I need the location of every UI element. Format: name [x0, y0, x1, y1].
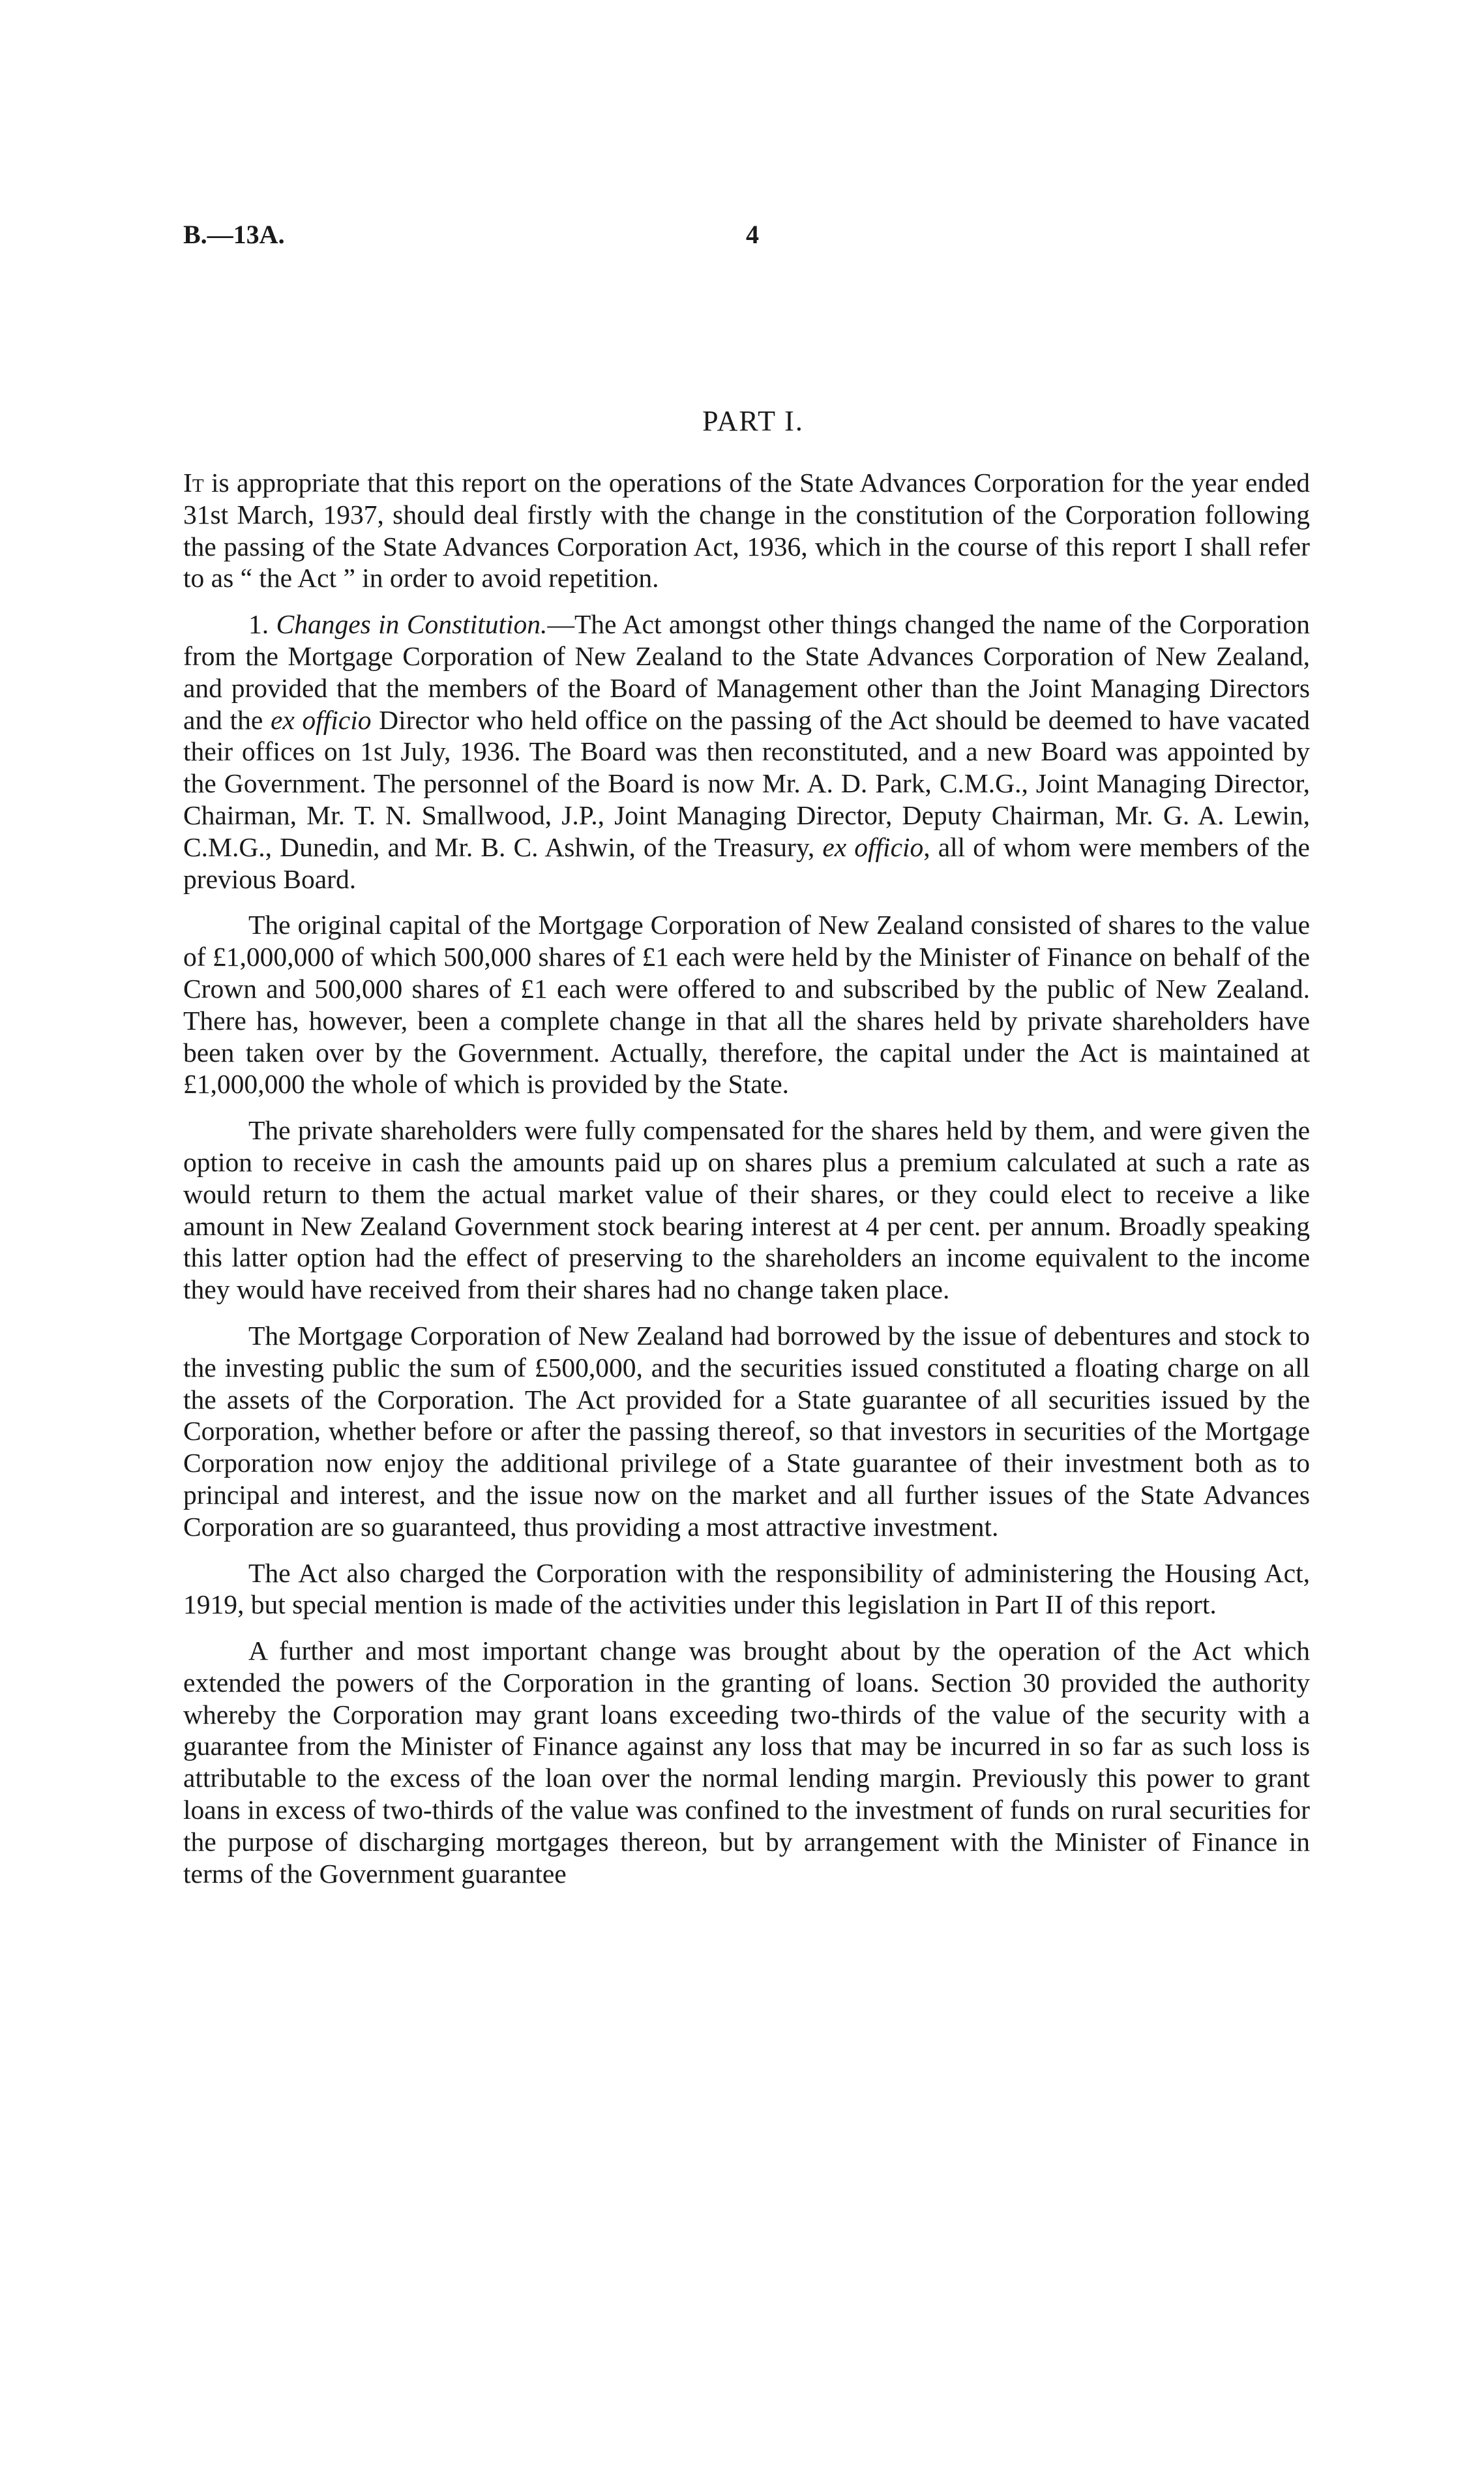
paragraph-capital: The original capital of the Mortgage Corporation of New Zealand consisted of shares to the value of £1,000,000 of which 500,000 shares of £1 each were held by the Minister of Finance on behalf of the Crown and 500,000 shares of £1 each were offered to and subscribed by the public of New Zealand. There has, however, been a complete change in that all the shares held by private shareholders have been taken over by the Government. Actually, therefore, the capital under the Act is maintained at £1,000,000 the whole of which is provided by the State.: [183, 910, 1310, 1100]
paragraph-text: , all of whom were members of the previous Board.: [183, 831, 1310, 894]
paragraph-lead-word: It: [183, 468, 204, 498]
paragraph-intro: [183, 467, 1310, 594]
section-heading: Changes in Constitution.: [276, 609, 548, 640]
paragraph-text: —The Act amongst other things changed the name of the Corporation from the Mortgage Corporation of New Zealand to the State Advances Corporation of New Zealand, and provided that the members of the Board of Management other than the Joint Managing Directors and the: [183, 609, 1310, 735]
section-number: 1.: [248, 609, 276, 640]
paragraph-shareholders: The private shareholders were fully compensated for the shares held by them, and were given the option to receive in cash the amounts paid up on shares plus a premium calculated at such a rate as would return to them the actual market value of their shares, or they could elect to receive a like amount in New Zealand Government stock bearing interest at 4 per cent. per annum. Broadly speaking this latter option had the effect of preserving to the shareholders an income equivalent to the income they would have received from their shares had no change taken place.: [183, 1115, 1310, 1305]
page-number: 4: [746, 220, 759, 249]
italic-term: ex officio: [270, 704, 372, 735]
running-header: [183, 219, 1323, 258]
paragraph-changes-in-constitution: [183, 608, 1310, 895]
paragraph-text: is appropriate that this report on the operations of the State Advances Corporation for the year ended 31st March, 1937, should deal firstly with the change in the constitution of the Corporation following the passing of the State Advances Corporation Act, 1936, which in the course of this report I shall refer to as “ the Act ” in order to avoid repetition.: [183, 468, 1310, 593]
body-text: [183, 467, 1310, 1904]
part-heading: PART I.: [702, 405, 804, 437]
paragraph-debentures: The Mortgage Corporation of New Zealand had borrowed by the issue of debentures and stock to the investing public the sum of £500,000, and the securities issued constituted a floating charge on all the assets of the Corporation. The Act provided for a State guarantee of all securities issued by the Corporation, whether before or after the passing thereof, so that investors in securities of the Mortgage Corporation now enjoy the additional privilege of a State guarantee of their investment both as to principal and interest, and the issue now on the market and all further issues of the State Advances Corporation are so guaranteed, thus providing a most attractive investment.: [183, 1320, 1310, 1542]
paragraph-housing-act: The Act also charged the Corporation with the responsibility of administering the Housing Act, 1919, but special mention is made of the activities under this legislation in Part II of this report.: [183, 1557, 1310, 1620]
paragraph-loan-powers: A further and most important change was brought about by the operation of the Act which extended the powers of the Corporation in the granting of loans. Section 30 provided the authority whereby the Corporation may grant loans exceeding two-thirds of the value of the security with a guarantee from the Minister of Finance against any loss that may be incurred in so far as such loss is attributable to the excess of the loan over the normal lending margin. Previously this power to grant loans in excess of two-thirds of the value was confined to the investment of funds on rural securities for the purpose of discharging mortgages thereon, but by arrangement with the Minister of Finance in terms of the Government guarantee: [183, 1636, 1310, 1889]
italic-term: ex officio: [822, 831, 924, 862]
paragraph-text: Director who held office on the passing of the Act should be deemed to have vacated their offices on 1st July, 1936. The Board was then reconstituted, and a new Board was appointed by the Government. The personnel of the Board is now Mr. A. D. Park, C.M.G., Joint Managing Director, Chairman, Mr. T. N. Smallwood, J.P., Joint Managing Director, Deputy Chairman, Mr. G. A. Lewin, C.M.G., Dunedin, and Mr. B. C. Ashwin, of the Treasury,: [183, 704, 1310, 862]
document-reference: B.—13A.: [183, 220, 285, 249]
